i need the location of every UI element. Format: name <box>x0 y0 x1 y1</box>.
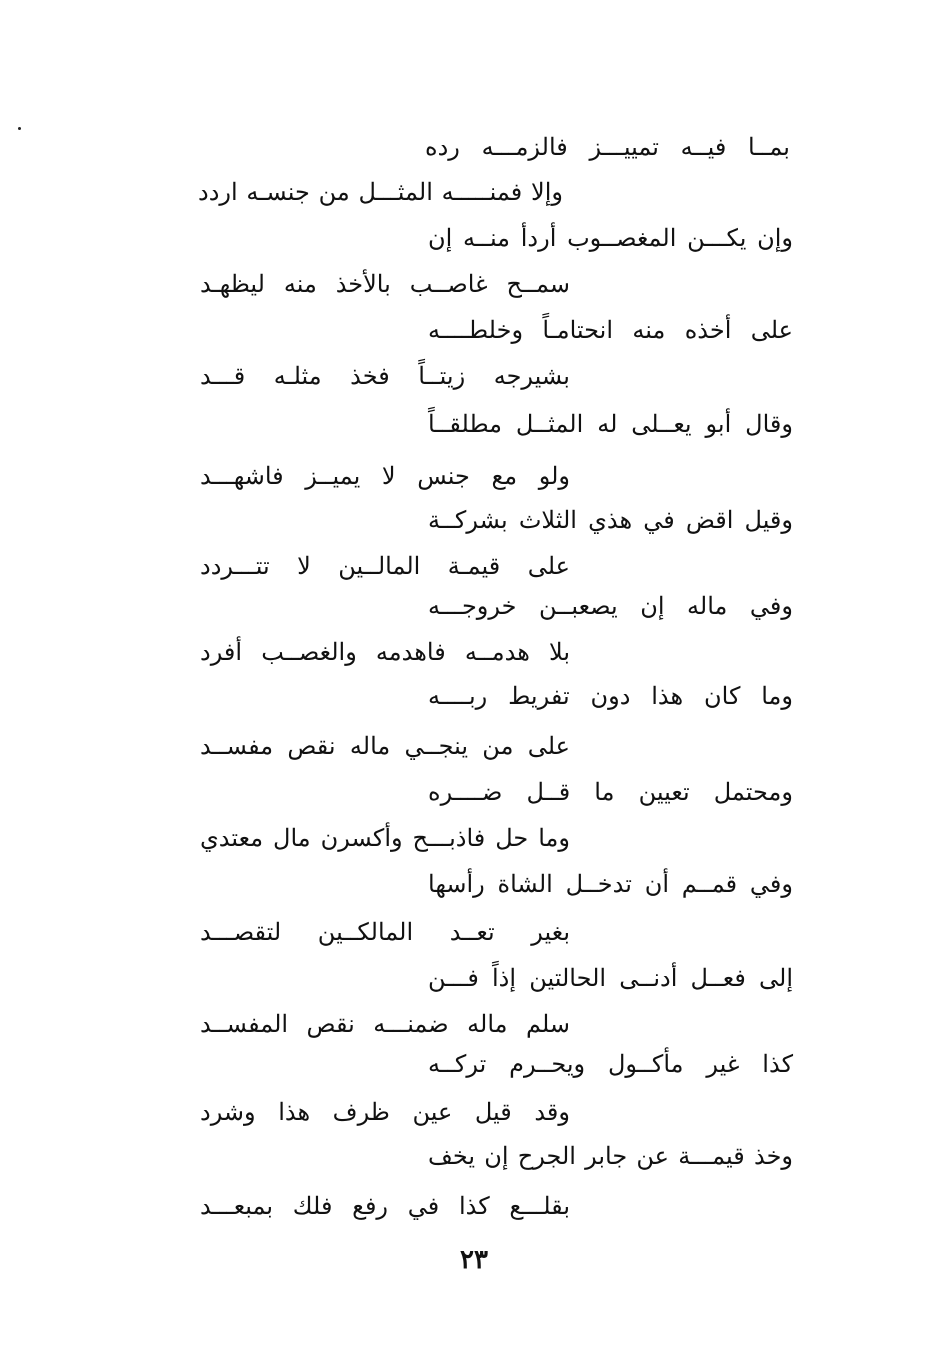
verse-7-second-hemistich: بلا هدمــه فاهدمه والغصــب أفرد <box>200 638 570 666</box>
verse-9-second-hemistich: وما حل فاذبـــح وأكسرن مال معتدي <box>200 824 570 852</box>
verse-6-first-hemistich: وقيل اقض في هذي الثلاث بشركــة <box>428 506 793 534</box>
verse-11-second-hemistich: سلم ماله ضمنـــه نقص المفســد <box>200 1010 570 1038</box>
verse-13-second-hemistich: بقلـــع كذا في رفع فلك بمبعـــد <box>200 1192 570 1220</box>
verse-10-second-hemistich: بغير تعــد المالكــين لتقصـــد <box>200 918 570 946</box>
verse-1-second-hemistich: بمــا فيــه تمييـــز فالزمـــه رده <box>425 133 790 161</box>
verse-4-first-hemistich: على أخذه منه انحتامـاً وخلطــــه <box>428 316 793 344</box>
verse-12-second-hemistich: وقد قيل عين ظرف هذا وشرد <box>200 1098 570 1126</box>
scan-speck <box>18 127 21 130</box>
verse-3-first-hemistich: وإن يكـــن المغصــوب أردأ منــه إن <box>428 224 793 252</box>
verse-7-first-hemistich: وفي ماله إن يصعبــن خروجـــه <box>428 592 793 620</box>
verse-3-second-hemistich: سمــح غاصــب بالأخذ منه ليظهـد <box>200 270 570 298</box>
verse-4-second-hemistich: بشيرجه زيتــاً فخذ مثلـه قـــد <box>200 362 570 390</box>
verse-12-first-hemistich: كذا غير مأكــول ويحــرم تركــه <box>428 1050 793 1078</box>
verse-8-first-hemistich: وما كان هذا دون تفريط ربــــه <box>428 682 793 710</box>
verse-2-first-hemistich: وإلا فمنـــــه المثـــل من جنسـه اردد <box>198 178 563 206</box>
verse-13-first-hemistich: وخذ قيمـــة عن جابر الجرح إن يخف <box>428 1142 793 1170</box>
verse-5-first-hemistich: وقال أبو يعــلى له المثــل مطلقــاً <box>428 410 793 438</box>
verse-8-second-hemistich: على من ينجــي ماله نقص مفســد <box>200 732 570 760</box>
verse-10-first-hemistich: وفي قمــم أن تدخــل الشاة رأسها <box>428 870 793 898</box>
verse-11-first-hemistich: إلى فعــل أدنــى الحالتين إذاً فـــن <box>428 964 793 992</box>
verse-5-second-hemistich: ولو مع جنس لا يميــز فاشهـــد <box>200 462 570 490</box>
verse-6-second-hemistich: على قيمـة المالــين لا تتـــردد <box>200 552 570 580</box>
page-number: ٢٣ <box>460 1245 488 1275</box>
verse-9-first-hemistich: ومحتمل تعيين ما قــل ضــــره <box>428 778 793 806</box>
